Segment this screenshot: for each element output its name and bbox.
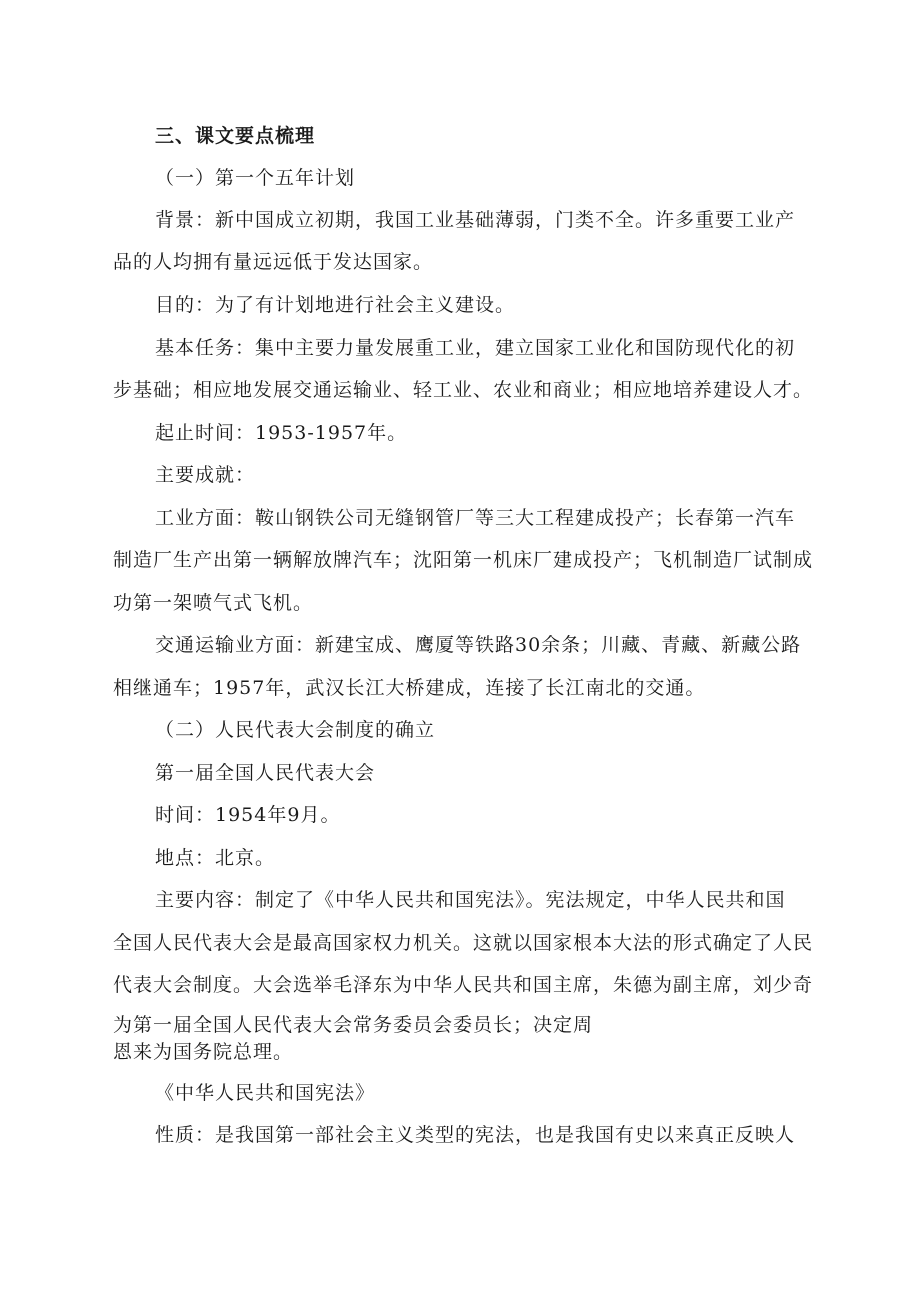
achievements-label: 主要成就：: [155, 464, 256, 486]
section-title: 三、课文要点梳理: [155, 125, 316, 147]
transport-line-1: 交通运输业方面：新建宝成、鹰厦等铁路30余条；川藏、青藏、新藏公路: [155, 634, 802, 656]
task-line-1: 基本任务：集中主要力量发展重工业，建立国家工业化和国防现代化的初: [155, 337, 796, 359]
place-line: 地点：北京。: [155, 847, 276, 869]
part1-title: （一）第一个五年计划: [155, 167, 356, 189]
industry-line-3: 功第一架喷气式飞机。: [113, 592, 314, 614]
task-line-2: 步基础；相应地发展交通运输业、轻工业、农业和商业；相应地培养建设人才。: [113, 379, 814, 401]
constitution-title: 《中华人民共和国宪法》: [155, 1082, 376, 1104]
time-line: 时间：1954年9月。: [155, 804, 341, 826]
content-line-2: 全国人民代表大会是最高国家权力机关。这就以国家根本大法的形式确定了人民: [113, 932, 814, 954]
content-line-3: 代表大会制度。大会选举毛泽东为中华人民共和国主席，朱德为副主席，刘少奇: [113, 974, 814, 996]
content-line-5: 恩来为国务院总理。: [113, 1041, 294, 1063]
congress-line: 第一届全国人民代表大会: [155, 762, 376, 784]
industry-line-1: 工业方面：鞍山钢铁公司无缝钢管厂等三大工程建成投产；长春第一汽车: [155, 507, 796, 529]
background-line-1: 背景：新中国成立初期，我国工业基础薄弱，门类不全。许多重要工业产: [155, 209, 796, 231]
content-line-1: 主要内容：制定了《中华人民共和国宪法》。宪法规定，中华人民共和国: [155, 889, 786, 911]
nature-line-1: 性质：是我国第一部社会主义类型的宪法，也是我国有史以来真正反映人: [155, 1124, 796, 1146]
part2-title: （二）人民代表大会制度的确立: [155, 719, 436, 741]
purpose-line: 目的：为了有计划地进行社会主义建设。: [155, 294, 516, 316]
content-line-4: 为第一届全国人民代表大会常务委员会委员长；决定周: [113, 1014, 594, 1036]
background-line-2: 品的人均拥有量远远低于发达国家。: [113, 251, 434, 273]
transport-line-2: 相继通车；1957年，武汉长江大桥建成，连接了长江南北的交通。: [113, 677, 706, 699]
period-line: 起止时间：1953-1957年。: [155, 422, 408, 444]
industry-line-2: 制造厂生产出第一辆解放牌汽车；沈阳第一机床厂建成投产；飞机制造厂试制成: [113, 549, 814, 571]
